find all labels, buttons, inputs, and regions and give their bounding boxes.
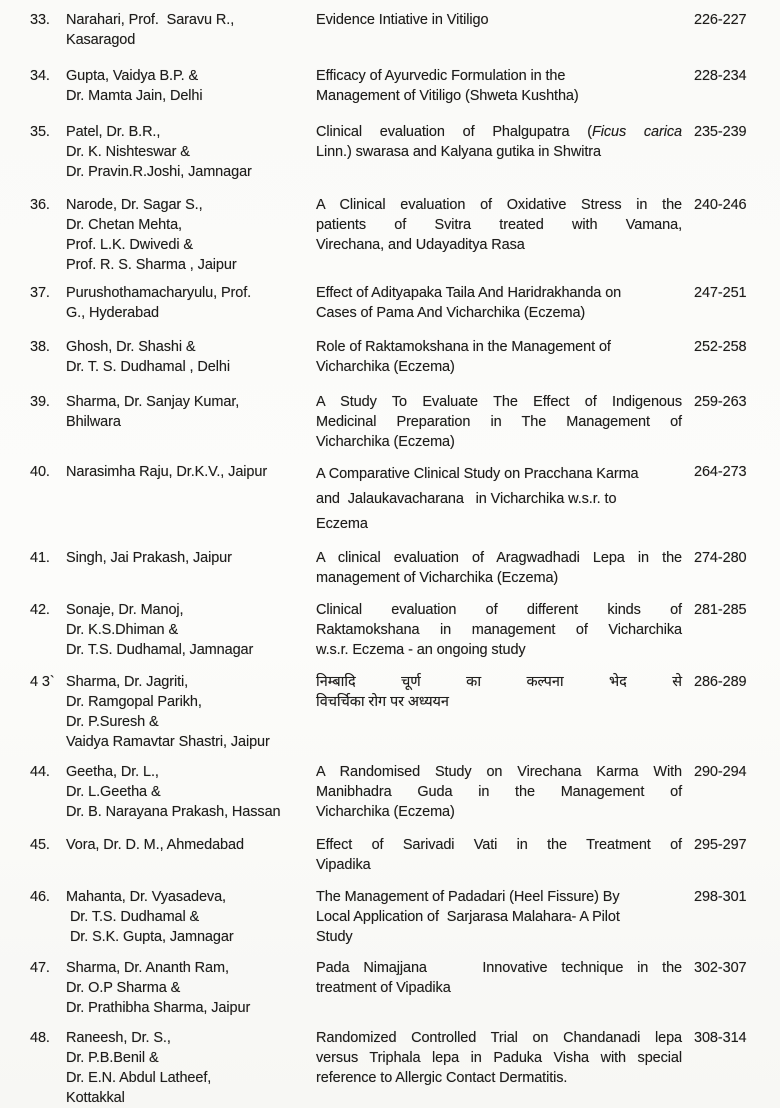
entry-title	[316, 835, 684, 875]
author-line: Patel, Dr. B.R.,	[66, 124, 161, 140]
entry-pages: 226-227	[694, 12, 747, 28]
title-line: versus Triphala lepa in Paduka Visha with special	[316, 1050, 682, 1066]
author-line: Vora, Dr. D. M., Ahmedabad	[66, 837, 244, 853]
author-line: Gupta, Vaidya B.P. &	[66, 68, 199, 84]
entry-number: 39.	[30, 394, 50, 410]
entry-title	[316, 1028, 684, 1088]
entry-number: 42.	[30, 602, 50, 618]
author-line: Dr. K. Nishteswar &	[66, 144, 190, 160]
toc-entry	[30, 672, 756, 752]
title-line: w.s.r. Eczema - an ongoing study	[316, 642, 526, 658]
entry-number: 46.	[30, 889, 50, 905]
author-line: Sharma, Dr. Jagriti,	[66, 674, 189, 690]
entry-authors	[66, 462, 316, 482]
toc-entry	[30, 1028, 756, 1108]
title-line: Management of Vitiligo (Shweta Kushtha)	[316, 88, 579, 104]
entry-pages: 240-246	[694, 197, 747, 213]
entry-authors	[66, 122, 316, 182]
entry-pages: 281-285	[694, 602, 747, 618]
entry-number: 47.	[30, 960, 50, 976]
entry-title	[316, 958, 684, 998]
title-line: Randomized Controlled Trial on Chandanadi lepa	[316, 1030, 682, 1046]
entry-pages: 247-251	[694, 285, 747, 301]
title-line: treatment of Vipadika	[316, 980, 451, 996]
entry-number: 37.	[30, 285, 50, 301]
entry-title	[316, 122, 684, 162]
title-line: and Jalaukavacharana in Vicharchika w.s.r. to	[316, 491, 617, 507]
title-line: The Management of Padadari (Heel Fissure) By	[316, 889, 620, 905]
entry-pages: 286-289	[694, 674, 747, 690]
author-line: Dr. Mamta Jain, Delhi	[66, 88, 203, 104]
author-line: Dr. L.Geetha &	[66, 784, 161, 800]
author-line: Dr. Pravin.R.Joshi, Jamnagar	[66, 164, 252, 180]
author-line: Geetha, Dr. L.,	[66, 764, 159, 780]
entry-authors	[66, 66, 316, 106]
toc-entry	[30, 462, 756, 537]
title-line: Vipadika	[316, 857, 371, 873]
author-line: Sharma, Dr. Ananth Ram,	[66, 960, 229, 976]
entry-pages: 302-307	[694, 960, 747, 976]
entry-authors	[66, 10, 316, 50]
entry-authors	[66, 835, 316, 855]
entry-pages: 308-314	[694, 1030, 747, 1046]
entry-number: 41.	[30, 550, 50, 566]
entry-number: 36.	[30, 197, 50, 213]
author-line: Dr. S.K. Gupta, Jamnagar	[66, 929, 234, 945]
author-line: Sharma, Dr. Sanjay Kumar,	[66, 394, 240, 410]
toc-entry	[30, 835, 756, 875]
title-line: Evidence Intiative in Vitiligo	[316, 12, 489, 28]
title-line: patients of Svitra treated with Vamana,	[316, 217, 682, 233]
entry-title	[316, 392, 684, 452]
toc-entry	[30, 958, 756, 1018]
toc-entry	[30, 66, 756, 106]
entry-pages: 295-297	[694, 837, 747, 853]
entry-title	[316, 10, 684, 30]
entry-title	[316, 462, 684, 537]
title-line: A Comparative Clinical Study on Pracchana Karma	[316, 466, 639, 482]
author-line: Kasaragod	[66, 32, 136, 48]
toc-entry	[30, 548, 756, 588]
title-line: Manibhadra Guda in the Management of	[316, 784, 682, 800]
title-line: A Randomised Study on Virechana Karma With	[316, 764, 682, 780]
entry-title	[316, 887, 684, 947]
toc-entry	[30, 600, 756, 660]
toc-entry	[30, 337, 756, 377]
entry-number: 45.	[30, 837, 50, 853]
author-line: Dr. P.B.Benil &	[66, 1050, 159, 1066]
entry-title	[316, 66, 684, 106]
title-line: विचर्चिका रोग पर अध्ययन	[316, 694, 449, 710]
entry-number: 40.	[30, 464, 50, 480]
title-line: Linn.) swarasa and Kalyana gutika in Shwitra	[316, 144, 601, 160]
entry-title	[316, 600, 684, 660]
title-line: Clinical evaluation of different kinds of	[316, 602, 682, 618]
title-line: Role of Raktamokshana in the Management of	[316, 339, 611, 355]
author-line: Narode, Dr. Sagar S.,	[66, 197, 203, 213]
toc-entry	[30, 887, 756, 947]
entry-pages: 290-294	[694, 764, 747, 780]
title-line: Raktamokshana in management of Vicharchika	[316, 622, 682, 638]
entry-authors	[66, 1028, 316, 1108]
title-line: Medicinal Preparation in The Management of	[316, 414, 682, 430]
toc-entry	[30, 10, 756, 50]
title-line: Eczema	[316, 516, 368, 532]
entry-authors	[66, 958, 316, 1018]
entry-authors	[66, 195, 316, 275]
italic-species-name: Ficus carica	[591, 124, 682, 140]
entry-number: 35.	[30, 124, 50, 140]
entry-title	[316, 195, 684, 255]
author-line: Ghosh, Dr. Shashi &	[66, 339, 196, 355]
title-line: Vicharchika (Eczema)	[316, 804, 455, 820]
title-line: Effect of Sarivadi Vati in the Treatment of	[316, 837, 682, 853]
author-line: G., Hyderabad	[66, 305, 159, 321]
entry-pages: 228-234	[694, 68, 747, 84]
title-line: Study	[316, 929, 353, 945]
entry-title	[316, 672, 684, 712]
author-line: Sonaje, Dr. Manoj,	[66, 602, 184, 618]
toc-entry	[30, 122, 756, 182]
author-line: Singh, Jai Prakash, Jaipur	[66, 550, 232, 566]
author-line: Narasimha Raju, Dr.K.V., Jaipur	[66, 464, 268, 480]
entry-authors	[66, 283, 316, 323]
author-line: Bhilwara	[66, 414, 121, 430]
author-line: Purushothamacharyulu, Prof.	[66, 285, 252, 301]
entry-pages: 298-301	[694, 889, 747, 905]
title-line: Vicharchika (Eczema)	[316, 434, 455, 450]
entry-number: 4 3`	[30, 674, 55, 690]
entry-authors	[66, 887, 316, 947]
author-line: Prof. L.K. Dwivedi &	[66, 237, 193, 253]
entry-title	[316, 337, 684, 377]
author-line: Dr. E.N. Abdul Latheef,	[66, 1070, 212, 1086]
author-line: Dr. T. S. Dudhamal , Delhi	[66, 359, 230, 375]
entry-pages: 235-239	[694, 124, 747, 140]
toc-entry	[30, 195, 756, 275]
author-line: Kottakkal	[66, 1090, 125, 1106]
title-line: reference to Allergic Contact Dermatitis.	[316, 1070, 568, 1086]
title-line: A Study To Evaluate The Effect of Indigenous	[316, 394, 682, 410]
author-line: Dr. B. Narayana Prakash, Hassan	[66, 804, 281, 820]
toc-entry	[30, 392, 756, 452]
entry-title	[316, 283, 684, 323]
entry-pages: 259-263	[694, 394, 747, 410]
entry-pages: 274-280	[694, 550, 747, 566]
entry-number: 38.	[30, 339, 50, 355]
author-line: Dr. K.S.Dhiman &	[66, 622, 179, 638]
entry-number: 48.	[30, 1030, 50, 1046]
title-line: management of Vicharchika (Eczema)	[316, 570, 559, 586]
toc-entry	[30, 762, 756, 822]
entry-number: 44.	[30, 764, 50, 780]
author-line: Dr. Prathibha Sharma, Jaipur	[66, 1000, 251, 1016]
title-line: A clinical evaluation of Aragwadhadi Lepa in the	[316, 550, 682, 566]
entry-pages: 264-273	[694, 464, 747, 480]
author-line: Dr. T.S. Dudhamal, Jamnagar	[66, 642, 254, 658]
title-line: A Clinical evaluation of Oxidative Stress in the	[316, 197, 682, 213]
author-line: Raneesh, Dr. S.,	[66, 1030, 171, 1046]
entry-authors	[66, 762, 316, 822]
author-line: Dr. Chetan Mehta,	[66, 217, 182, 233]
entry-pages: 252-258	[694, 339, 747, 355]
author-line: Mahanta, Dr. Vyasadeva,	[66, 889, 226, 905]
author-line: Narahari, Prof. Saravu R.,	[66, 12, 235, 28]
entry-authors	[66, 672, 316, 752]
title-line: Vicharchika (Eczema)	[316, 359, 455, 375]
title-line: Clinical evaluation of Phalgupatra (Ficus carica	[316, 124, 682, 140]
entries-list	[30, 10, 756, 1108]
entry-number: 34.	[30, 68, 50, 84]
author-line: Dr. T.S. Dudhamal &	[66, 909, 200, 925]
entry-authors	[66, 392, 316, 432]
title-line: Efficacy of Ayurvedic Formulation in the	[316, 68, 566, 84]
entry-number: 33.	[30, 12, 50, 28]
entry-authors	[66, 548, 316, 568]
entry-title	[316, 548, 684, 588]
entry-authors	[66, 600, 316, 660]
entry-title	[316, 762, 684, 822]
author-line: Dr. P.Suresh &	[66, 714, 159, 730]
toc-entry	[30, 283, 756, 323]
author-line: Vaidya Ramavtar Shastri, Jaipur	[66, 734, 270, 750]
title-line: Virechana, and Udayaditya Rasa	[316, 237, 525, 253]
title-line: Effect of Adityapaka Taila And Haridrakhanda on	[316, 285, 622, 301]
author-line: Dr. Ramgopal Parikh,	[66, 694, 202, 710]
author-line: Dr. O.P Sharma &	[66, 980, 181, 996]
author-line: Prof. R. S. Sharma , Jaipur	[66, 257, 237, 273]
title-line: निम्बादि चूर्ण का कल्पना भेद से	[316, 674, 682, 690]
entry-authors	[66, 337, 316, 377]
title-line: Pada Nimajjana Innovative technique in the	[316, 960, 682, 976]
title-line: Local Application of Sarjarasa Malahara- A Pilot	[316, 909, 620, 925]
title-line: Cases of Pama And Vicharchika (Eczema)	[316, 305, 586, 321]
